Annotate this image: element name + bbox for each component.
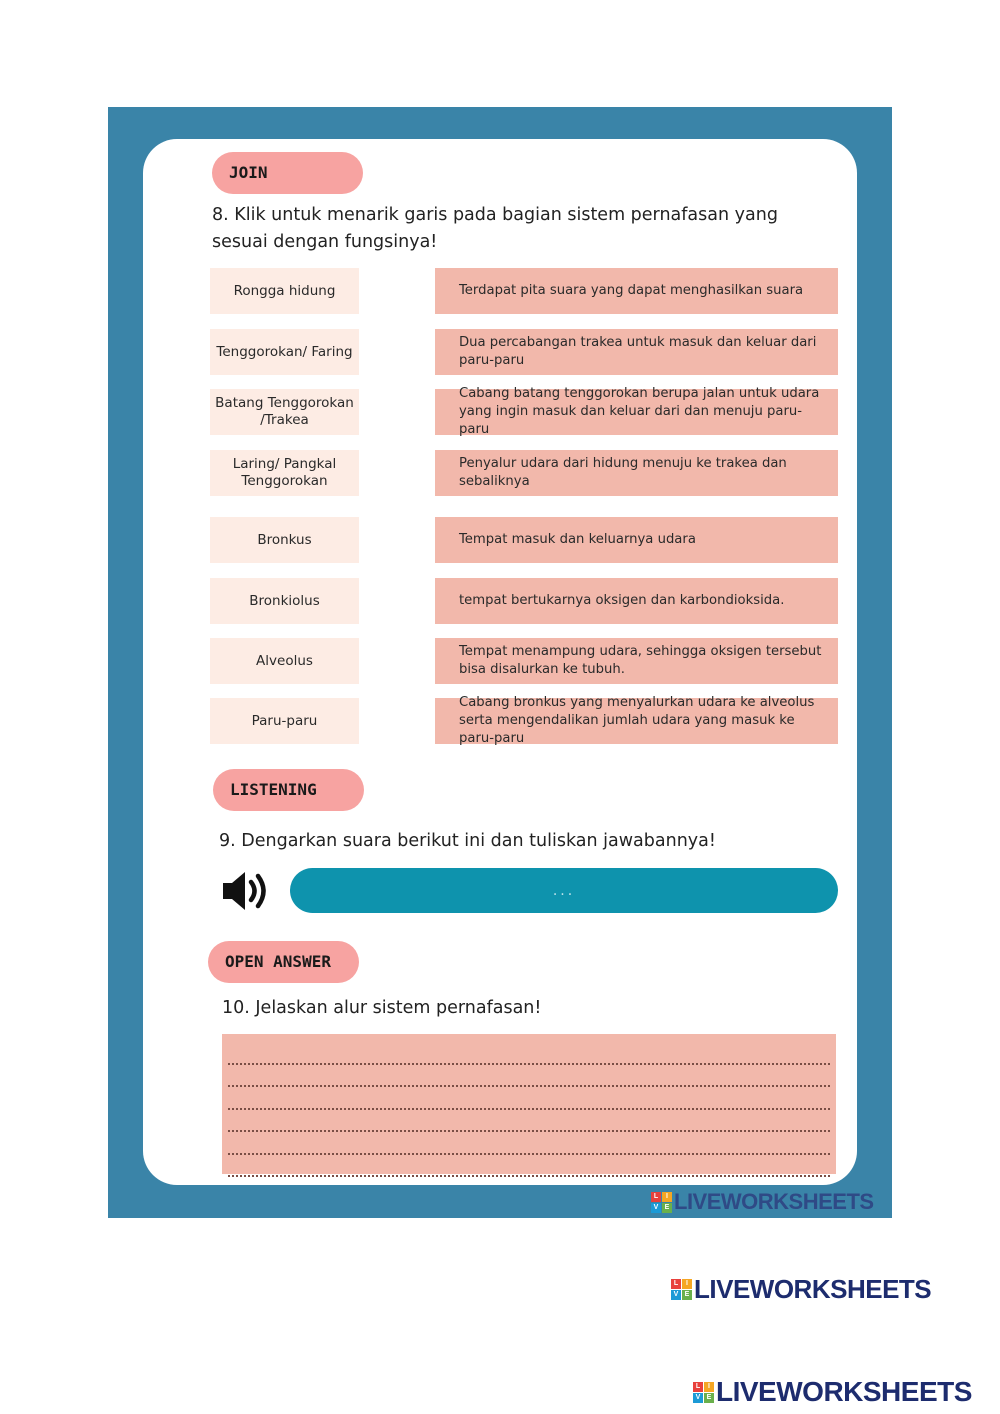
logo-mark-icon [671,1279,692,1300]
logo-text: LIVEWORKSHEETS [694,1274,932,1304]
answer-line [228,1155,830,1178]
match-term[interactable]: Rongga hidung [210,268,359,314]
match-function[interactable]: Tempat masuk dan keluarnya udara [435,517,838,563]
match-function[interactable]: Terdapat pita suara yang dapat menghasilkan suara [435,268,838,314]
logo-mark-letter: E [662,1203,672,1213]
answer-line [228,1042,830,1065]
match-term[interactable]: Tenggorokan/ Faring [210,329,359,375]
logo-text: LIVEWORKSHEETS [674,1189,874,1214]
logo-mark-letter: V [651,1203,661,1213]
answer-line [228,1110,830,1133]
match-term[interactable]: Paru-paru [210,698,359,744]
question-8: 8. Klik untuk menarik garis pada bagian sistem pernafasan yang sesuai dengan fungsinya! [212,205,778,252]
logo-mark-letter: V [671,1290,681,1300]
question-10: 10. Jelaskan alur sistem pernafasan! [222,998,542,1018]
match-term[interactable]: Laring/ Pangkal Tenggorokan [210,450,359,496]
question-9: 9. Dengarkan suara berikut ini dan tuliskan jawabannya! [219,831,716,851]
logo-mark-letter: V [693,1393,703,1403]
match-function[interactable]: Tempat menampung udara, sehingga oksigen tersebut bisa disalurkan ke tubuh. [435,638,838,684]
match-term[interactable]: Bronkus [210,517,359,563]
answer-line [228,1065,830,1088]
listening-answer-input[interactable]: ... [290,868,838,913]
listening-tag: LISTENING [213,769,364,811]
match-function[interactable]: Cabang batang tenggorokan berupa jalan untuk udara yang ingin masuk dan keluar dari dan menuju paru-paru [435,389,838,435]
answer-line [228,1087,830,1110]
logo-mark-icon [693,1382,714,1403]
match-function[interactable]: tempat bertukarnya oksigen dan karbondioksida. [435,578,838,624]
match-term[interactable]: Batang Tenggorokan /Trakea [210,389,359,435]
speaker-icon[interactable] [220,868,272,914]
open-answer-textarea[interactable] [222,1034,836,1174]
logo-mark-letter: L [693,1382,703,1392]
liveworksheets-logo [651,1189,874,1215]
logo-mark-letter: I [662,1192,672,1202]
match-function[interactable]: Dua percabangan trakea untuk masuk dan keluar dari paru-paru [435,329,838,375]
logo-mark-letter: I [704,1382,714,1392]
liveworksheets-logo [693,1376,972,1408]
logo-mark-letter: E [682,1290,692,1300]
logo-mark-letter: I [682,1279,692,1289]
logo-mark-letter: L [671,1279,681,1289]
join-tag: JOIN [212,152,363,194]
logo-mark-letter: L [651,1192,661,1202]
match-term[interactable]: Alveolus [210,638,359,684]
match-function[interactable]: Cabang bronkus yang menyalurkan udara ke alveolus serta mengendalikan jumlah udara yang masuk ke paru-paru [435,698,838,744]
match-function[interactable]: Penyalur udara dari hidung menuju ke trakea dan sebaliknya [435,450,838,496]
match-term[interactable]: Bronkiolus [210,578,359,624]
liveworksheets-logo [671,1274,931,1305]
logo-mark-letter: E [704,1393,714,1403]
logo-text: LIVEWORKSHEETS [716,1376,972,1407]
logo-mark-icon [651,1192,672,1213]
answer-line [228,1132,830,1155]
open-answer-tag: OPEN ANSWER [208,941,359,983]
